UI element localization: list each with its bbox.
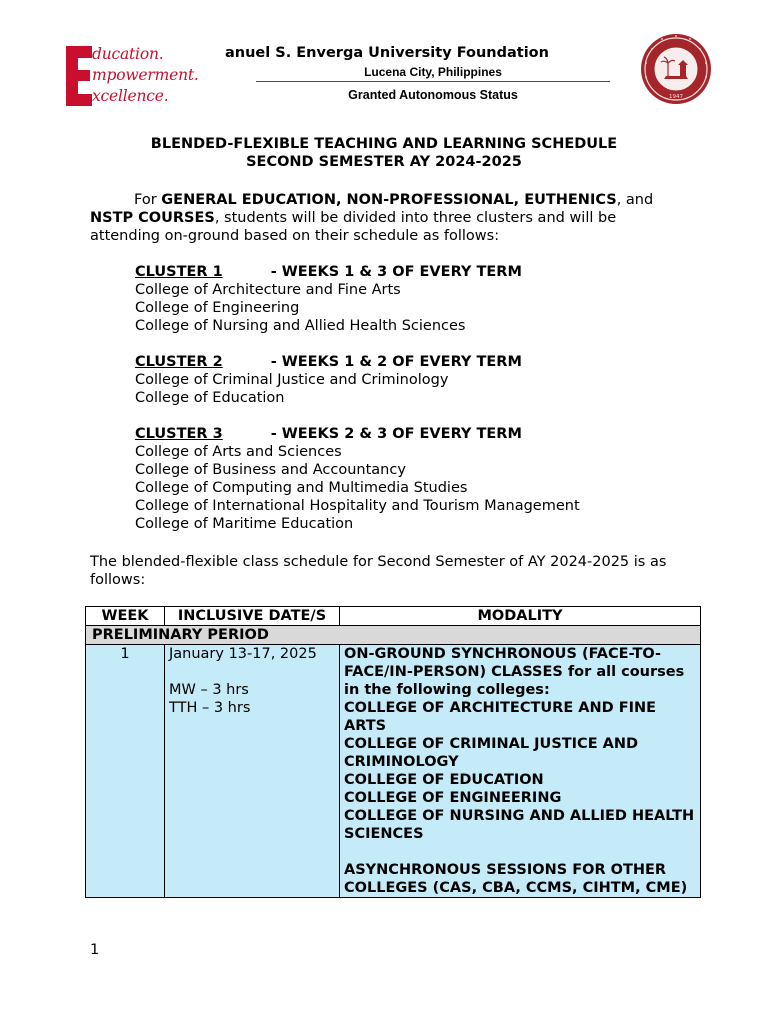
logo-line-excellence: xcellence.: [92, 87, 169, 105]
modality-lead: ON-GROUND SYNCHRONOUS (FACE-TO-FACE/IN-PERSON) CLASSES for all courses in the following colleges:: [344, 646, 685, 698]
cluster-3-college: College of Maritime Education: [135, 516, 354, 532]
cluster-1-weeks: - WEEKS 1 & 3 OF EVERY TERM: [270, 264, 522, 280]
university-logo: [66, 44, 218, 108]
schedule-table: [85, 606, 701, 898]
cluster-2-block: [135, 353, 695, 407]
table-header-row: [86, 607, 701, 626]
date-cell: [165, 645, 340, 898]
cluster-2-heading: [135, 353, 695, 371]
period-label: PRELIMINARY PERIOD: [86, 626, 701, 645]
header-divider: [256, 81, 610, 82]
seal-year: 1947: [669, 94, 683, 100]
hours-mw: MW – 3 hrs: [169, 682, 249, 698]
cluster-3-name: CLUSTER 3: [135, 426, 223, 442]
cluster-3-college: College of International Hospitality and Tourism Management: [135, 498, 580, 514]
modality-college: COLLEGE OF NURSING AND ALLIED HEALTH SCIENCES: [344, 808, 695, 842]
university-city: Lucena City, Philippines: [364, 65, 502, 79]
modality-college: COLLEGE OF CRIMINAL JUSTICE AND CRIMINOLOGY: [344, 736, 639, 770]
week-cell: 1: [86, 645, 165, 898]
header-modality: MODALITY: [340, 607, 701, 626]
cluster-2-name: CLUSTER 2: [135, 354, 223, 370]
intro-prefix: For: [134, 192, 162, 208]
intro-bold-courses: GENERAL EDUCATION, NON-PROFESSIONAL, EUTHENICS: [161, 192, 617, 208]
cluster-2-college: College of Criminal Justice and Criminology: [135, 372, 449, 388]
university-seal-icon: [640, 27, 712, 115]
modality-college: COLLEGE OF ARCHITECTURE AND FINE ARTS: [344, 700, 657, 734]
cluster-2-weeks: - WEEKS 1 & 2 OF EVERY TERM: [270, 354, 522, 370]
cluster-1-block: [135, 263, 695, 335]
intro-mid: , and: [616, 192, 654, 208]
intro-rest: , students will be divided into three clusters and will be attending on-ground based on their schedule as follows:: [90, 210, 617, 244]
cluster-1-heading: [135, 263, 695, 281]
university-status: Granted Autonomous Status: [348, 88, 518, 102]
header-week: WEEK: [86, 607, 165, 626]
date-range: January 13-17, 2025: [169, 646, 317, 662]
header-date: INCLUSIVE DATE/S: [165, 607, 340, 626]
cluster-2-college: College of Education: [135, 390, 285, 406]
cluster-1-college: College of Nursing and Allied Health Sciences: [135, 318, 466, 334]
cluster-3-block: [135, 425, 695, 533]
cluster-1-college: College of Architecture and Fine Arts: [135, 282, 401, 298]
document-title-line2: SECOND SEMESTER AY 2024-2025: [246, 154, 522, 170]
cluster-3-college: College of Arts and Sciences: [135, 444, 342, 460]
modality-college: COLLEGE OF EDUCATION: [344, 772, 544, 788]
page-number: 1: [90, 942, 100, 958]
schedule-intro-paragraph: The blended-flexible class schedule for Second Semester of AY 2024-2025 is as follows:: [90, 554, 667, 588]
modality-async: ASYNCHRONOUS SESSIONS FOR OTHER COLLEGES (CAS, CBA, CCMS, CIHTM, CME): [344, 862, 688, 896]
modality-cell: [340, 645, 701, 898]
period-row: [86, 626, 701, 645]
cluster-3-heading: [135, 425, 695, 443]
university-name: anuel S. Enverga University Foundation: [225, 45, 549, 61]
document-title-line1: BLENDED-FLEXIBLE TEACHING AND LEARNING SCHEDULE: [150, 136, 618, 152]
table-row: [86, 645, 701, 898]
modality-college: COLLEGE OF ENGINEERING: [344, 790, 562, 806]
intro-bold-nstp: NSTP COURSES: [90, 210, 215, 226]
cluster-3-weeks: - WEEKS 2 & 3 OF EVERY TERM: [270, 426, 522, 442]
cluster-3-college: College of Business and Accountancy: [135, 462, 406, 478]
logo-line-empowerment: mpowerment.: [92, 66, 199, 84]
logo-line-education: ducation.: [92, 45, 164, 63]
cluster-3-college: College of Computing and Multimedia Studies: [135, 480, 468, 496]
cluster-1-college: College of Engineering: [135, 300, 300, 316]
hours-tth: TTH – 3 hrs: [169, 700, 251, 716]
cluster-1-name: CLUSTER 1: [135, 264, 223, 280]
intro-paragraph: [90, 191, 690, 245]
